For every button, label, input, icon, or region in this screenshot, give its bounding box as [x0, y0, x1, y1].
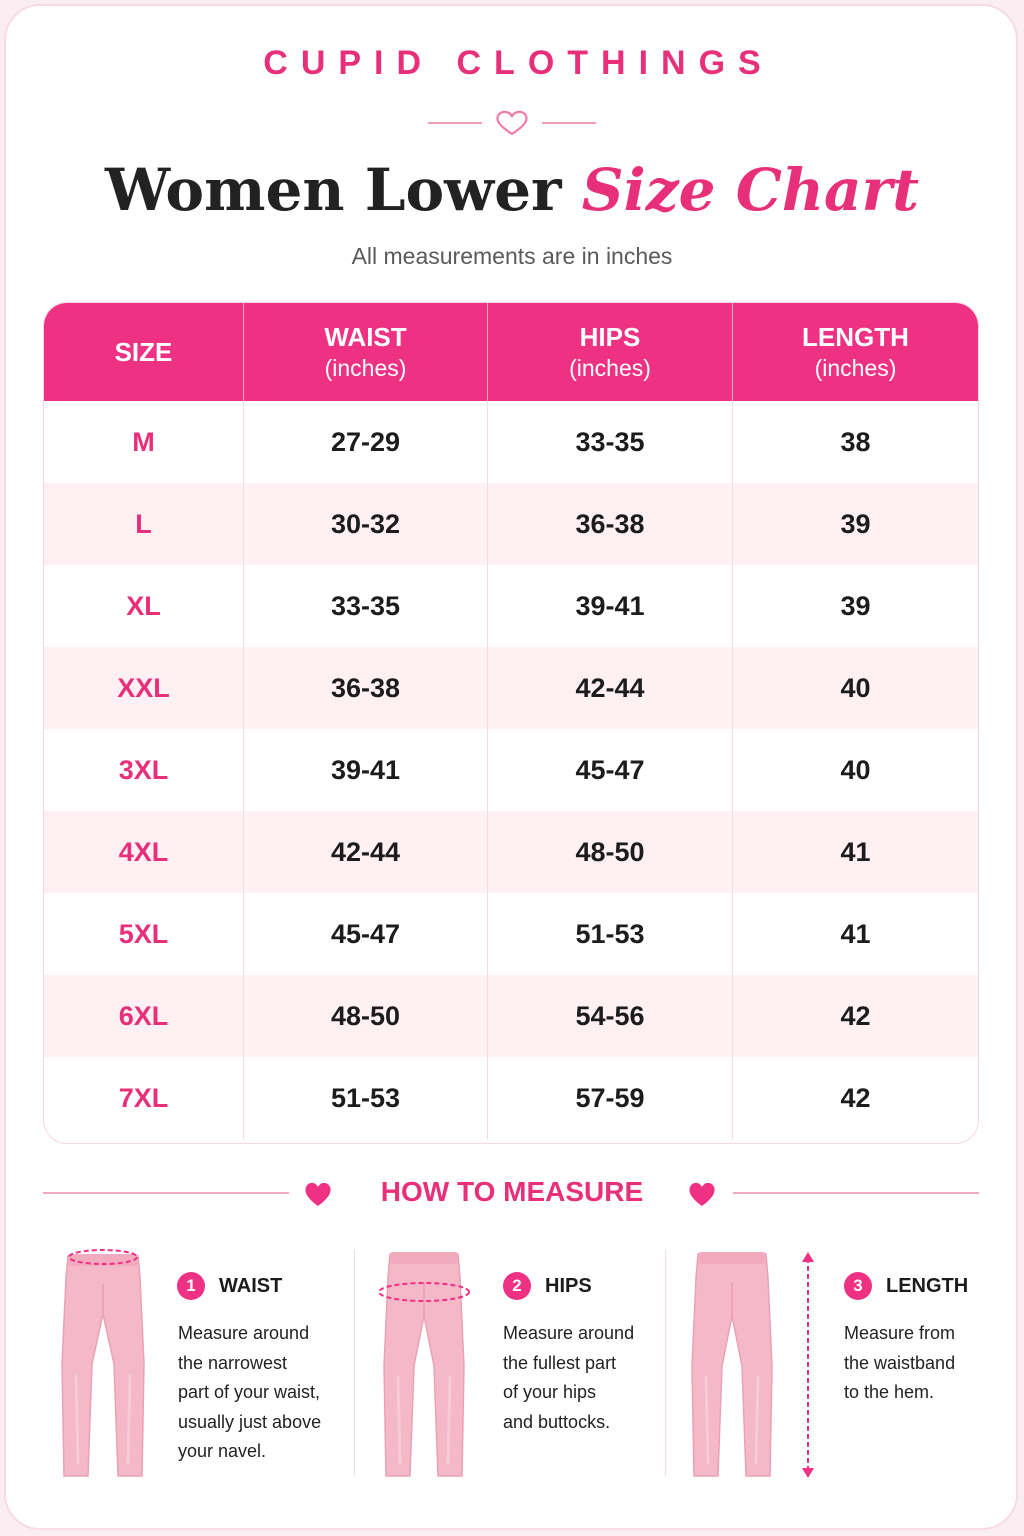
header-unit: (inches)	[569, 355, 651, 381]
pants-hips-icon	[376, 1248, 472, 1480]
pants-waist-icon	[56, 1244, 150, 1480]
step-number: 1	[177, 1272, 205, 1300]
step-waist-heading	[177, 1272, 282, 1300]
header-label: HIPS	[579, 322, 641, 352]
header-unit: (inches)	[814, 355, 897, 381]
header-label: WAIST	[324, 322, 407, 352]
table-row	[44, 1057, 978, 1139]
cell-size: 7XL	[44, 1057, 244, 1139]
cell-hips: 54-56	[488, 975, 733, 1057]
cell-length: 42	[840, 1082, 871, 1113]
step-length-heading	[844, 1272, 968, 1300]
step-label: LENGTH	[886, 1274, 969, 1297]
cell-waist: 42-44	[244, 811, 488, 893]
cell-waist: 48-50	[244, 975, 488, 1057]
cell-length: 41	[840, 918, 871, 949]
title-main: Women Lower	[104, 156, 562, 224]
brand-name: CUPID CLOTHINGS	[263, 44, 774, 82]
section-divider-right	[733, 1192, 979, 1194]
step-label: WAIST	[219, 1274, 283, 1297]
heart-icon	[688, 1181, 716, 1207]
step-hips-heading	[503, 1272, 592, 1300]
cell-waist: 30-32	[244, 483, 488, 565]
step-waist-text: Measure around the narrowest part of your waist, usually just above your navel.	[178, 1323, 322, 1461]
cell-hips: 39-41	[488, 565, 733, 647]
step-number: 3	[844, 1272, 872, 1300]
page-title	[0, 152, 1024, 228]
cell-hips: 42-44	[488, 647, 733, 729]
cell-waist: 51-53	[244, 1057, 488, 1139]
cell-size: 6XL	[44, 975, 244, 1057]
cell-length: 41	[840, 836, 871, 867]
cell-waist: 39-41	[244, 729, 488, 811]
cell-length: 39	[840, 590, 871, 621]
cell-length: 42	[840, 1000, 871, 1031]
step-separator	[665, 1250, 666, 1476]
cell-hips: 51-53	[488, 893, 733, 975]
header-size	[44, 303, 244, 401]
step-hips-text: Measure around the fullest part of your hips and buttocks.	[503, 1323, 635, 1432]
table-row	[44, 729, 978, 811]
cell-length: 39	[840, 508, 871, 539]
cell-size: XL	[44, 565, 244, 647]
title-accent: Size Chart	[581, 156, 919, 224]
cell-length: 38	[840, 426, 871, 457]
table-row	[44, 893, 978, 975]
cell-hips: 33-35	[488, 401, 733, 483]
step-label: HIPS	[545, 1274, 592, 1297]
header-label: LENGTH	[802, 322, 909, 352]
step-separator	[354, 1250, 355, 1476]
table-row	[44, 811, 978, 893]
heart-divider-icon	[426, 108, 598, 138]
header-length	[733, 303, 978, 401]
subtitle: All measurements are in inches	[351, 243, 673, 269]
heart-icon	[304, 1181, 332, 1207]
cell-size: 3XL	[44, 729, 244, 811]
table-header	[44, 303, 978, 401]
how-to-measure-title: HOW TO MEASURE	[380, 1176, 644, 1207]
pants-length-icon	[690, 1250, 820, 1480]
header-label: SIZE	[114, 337, 173, 367]
cell-hips: 57-59	[488, 1057, 733, 1139]
cell-size: 4XL	[44, 811, 244, 893]
table-row	[44, 975, 978, 1057]
size-table	[43, 302, 979, 1144]
cell-waist: 36-38	[244, 647, 488, 729]
table-row	[44, 565, 978, 647]
cell-length: 40	[840, 754, 871, 785]
cell-size: L	[44, 483, 244, 565]
table-row	[44, 647, 978, 729]
cell-hips: 45-47	[488, 729, 733, 811]
header-hips	[488, 303, 733, 401]
cell-hips: 36-38	[488, 483, 733, 565]
cell-size: M	[44, 401, 244, 483]
cell-size: XXL	[44, 647, 244, 729]
table-row	[44, 483, 978, 565]
cell-waist: 45-47	[244, 893, 488, 975]
step-length-text: Measure from the waistband to the hem.	[844, 1323, 956, 1402]
cell-waist: 33-35	[244, 565, 488, 647]
step-number: 2	[503, 1272, 531, 1300]
section-divider-left	[43, 1192, 289, 1194]
cell-waist: 27-29	[244, 401, 488, 483]
header-unit: (inches)	[324, 355, 407, 381]
header-waist	[244, 303, 488, 401]
cell-length: 40	[840, 672, 871, 703]
table-row	[44, 401, 978, 483]
cell-size: 5XL	[44, 893, 244, 975]
cell-hips: 48-50	[488, 811, 733, 893]
